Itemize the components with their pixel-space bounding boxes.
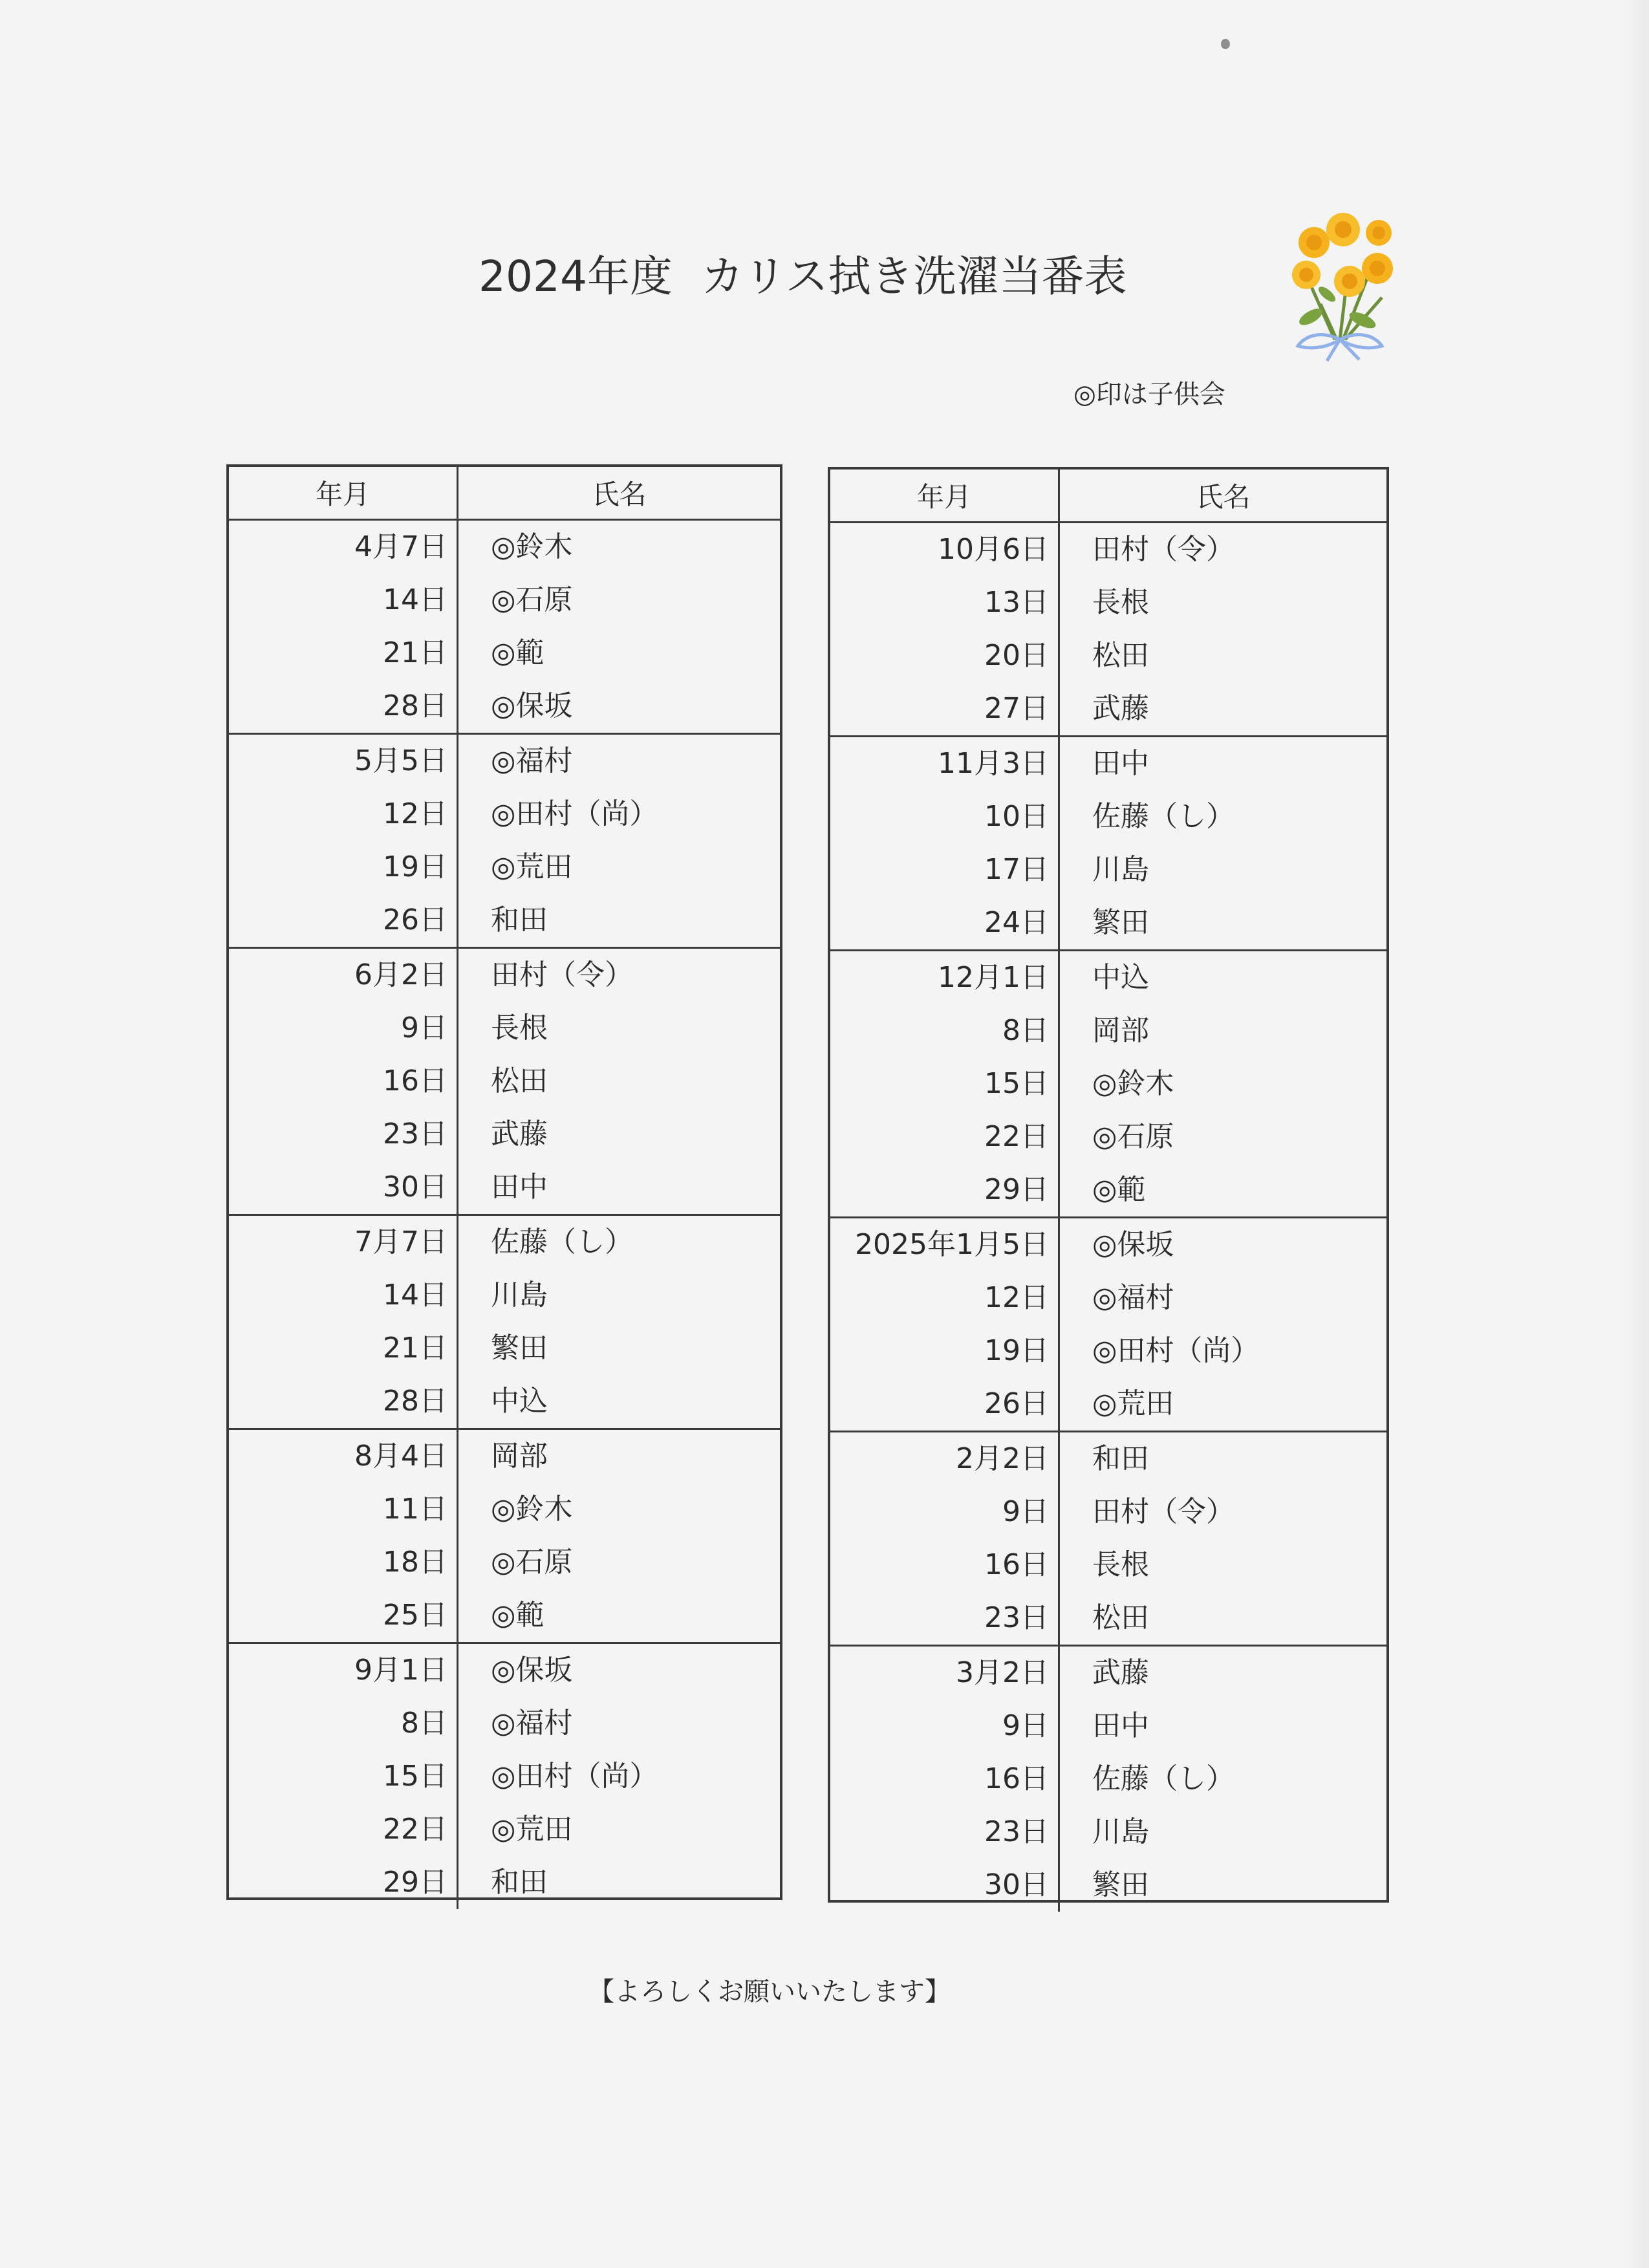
date-cell: 15日 [830,1057,1060,1110]
date-cell: 12日 [830,1271,1060,1324]
date-cell: 28日 [229,1375,458,1428]
dust-mark [1221,39,1230,49]
name-cell: 川島 [1092,853,1149,886]
name-cell: 岡部 [1092,1014,1149,1047]
name-cell: 岡部 [491,1440,548,1473]
name-cell: 田中 [491,1171,548,1204]
date-cell: 26日 [830,1377,1060,1431]
month-group [229,735,780,949]
date-cell: 19日 [830,1324,1060,1377]
date-cell: 18日 [229,1536,458,1589]
date-cell: 21日 [229,1322,458,1375]
date-cell: 3月2日 [830,1647,1060,1700]
date-cell: 8日 [830,1004,1060,1057]
header-date: 年月 [830,470,1060,521]
name-cell: 和田 [491,1866,548,1899]
date-cell: 14日 [229,1269,458,1322]
date-cell: 2025年1月5日 [830,1218,1060,1271]
table-header [830,470,1386,523]
month-group [229,949,780,1216]
date-cell: 23日 [830,1806,1060,1859]
date-cell: 12月1日 [830,951,1060,1004]
date-cell: 15日 [229,1750,458,1803]
date-cell: 14日 [229,574,458,627]
header-date: 年月 [229,467,458,519]
name-cell: 松田 [491,1064,548,1097]
date-cell: 16日 [830,1539,1060,1592]
name-cell: 佐藤（し） [491,1226,633,1258]
date-cell: 19日 [229,841,458,894]
name-cell: ◎石原 [1092,1120,1174,1153]
date-cell: 29日 [830,1163,1060,1216]
header-name: 氏名 [1196,481,1251,513]
page-title [479,244,1190,309]
name-cell: 和田 [491,903,548,936]
date-cell: 10日 [830,790,1060,843]
date-cell: 22日 [830,1110,1060,1163]
page-edge [1623,0,1649,2268]
flower-leaves [1297,284,1378,331]
date-cell: 27日 [830,682,1060,735]
name-cell: ◎保坂 [491,1654,573,1687]
name-cell: ◎保坂 [491,689,573,722]
name-cell: 田中 [1092,747,1149,780]
date-cell: 7月7日 [229,1216,458,1269]
name-cell: ◎荒田 [491,1813,573,1846]
name-cell: 繁田 [491,1332,548,1365]
name-cell: 佐藤（し） [1092,1762,1234,1795]
name-cell: ◎福村 [491,1707,573,1740]
ribbon [1298,335,1382,361]
date-cell: 30日 [830,1859,1060,1912]
name-cell: ◎荒田 [1092,1387,1174,1420]
name-cell: 和田 [1092,1442,1149,1475]
flower-bouquet-icon [1275,207,1405,362]
name-cell: 繁田 [1092,1868,1149,1901]
month-group [830,737,1386,951]
date-cell: 24日 [830,896,1060,949]
name-cell: 田村（令） [1092,533,1234,566]
name-cell: 佐藤（し） [1092,800,1234,833]
date-cell: 17日 [830,843,1060,896]
month-group [830,523,1386,737]
month-group [229,1216,780,1430]
date-cell: 8日 [229,1697,458,1750]
name-cell: 田中 [1092,1709,1149,1742]
name-cell: ◎鈴木 [491,530,573,563]
date-cell: 22日 [229,1803,458,1856]
schedule-table-right [828,467,1389,1903]
date-cell: 21日 [229,627,458,680]
date-cell: 26日 [229,894,458,947]
date-cell: 28日 [229,680,458,733]
name-cell: 田村（令） [491,958,633,991]
name-cell: ◎田村（尚） [1092,1334,1260,1367]
name-cell: ◎範 [491,636,544,669]
name-cell: 武藤 [1092,692,1149,725]
title-year: 2024年度 [479,252,673,301]
name-cell: ◎保坂 [1092,1228,1174,1261]
month-group [830,1647,1386,1912]
name-cell: 田村（令） [1092,1495,1234,1528]
month-group [229,1644,780,1909]
date-cell: 4月7日 [229,521,458,574]
date-cell: 20日 [830,629,1060,682]
closing-message: 【よろしくお願いいたします】 [588,1977,951,2007]
name-cell: ◎田村（尚） [491,1760,658,1793]
name-cell: 武藤 [491,1118,548,1150]
header-name: 氏名 [592,479,647,510]
date-cell: 16日 [229,1055,458,1108]
flower-blossoms [1292,213,1393,297]
date-cell: 30日 [229,1161,458,1214]
name-cell: ◎福村 [1092,1281,1174,1314]
date-cell: 5月5日 [229,735,458,788]
name-cell: 中込 [1092,961,1149,994]
name-cell: ◎石原 [491,583,573,616]
month-group [830,951,1386,1218]
name-cell: ◎福村 [491,744,573,777]
month-group [830,1218,1386,1432]
name-cell: 長根 [491,1011,548,1044]
date-cell: 9日 [830,1485,1060,1539]
month-group [229,521,780,735]
name-cell: ◎荒田 [491,850,573,883]
date-cell: 8月4日 [229,1430,458,1483]
date-cell: 23日 [229,1108,458,1161]
date-cell: 6月2日 [229,949,458,1002]
name-cell: 繁田 [1092,906,1149,939]
table-header [229,467,780,521]
name-cell: 中込 [491,1385,548,1418]
schedule-table-left [226,464,782,1900]
date-cell: 13日 [830,576,1060,629]
date-cell: 12日 [229,788,458,841]
date-cell: 9月1日 [229,1644,458,1697]
date-cell: 29日 [229,1856,458,1909]
name-cell: 長根 [1092,1548,1149,1581]
name-cell: 長根 [1092,586,1149,619]
name-cell: ◎範 [491,1599,544,1632]
date-cell: 10月6日 [830,523,1060,576]
date-cell: 25日 [229,1589,458,1642]
date-cell: 9日 [229,1002,458,1055]
date-cell: 16日 [830,1753,1060,1806]
date-cell: 11日 [229,1483,458,1536]
date-cell: 9日 [830,1700,1060,1753]
name-cell: ◎鈴木 [491,1493,573,1526]
name-cell: 松田 [1092,639,1149,672]
name-cell: ◎田村（尚） [491,797,658,830]
date-cell: 23日 [830,1592,1060,1645]
date-cell: 2月2日 [830,1432,1060,1485]
name-cell: ◎範 [1092,1173,1146,1206]
name-cell: 川島 [491,1279,548,1312]
name-cell: ◎鈴木 [1092,1067,1174,1100]
name-cell: 川島 [1092,1815,1149,1848]
name-cell: 松田 [1092,1601,1149,1634]
month-group [830,1432,1386,1647]
date-cell: 11月3日 [830,737,1060,790]
name-cell: 武藤 [1092,1656,1149,1689]
month-group [229,1430,780,1644]
name-cell: ◎石原 [491,1546,573,1579]
legend-note: ◎印は子供会 [1073,380,1225,409]
title-text: カリス拭き洗濯当番表 [700,252,1127,301]
